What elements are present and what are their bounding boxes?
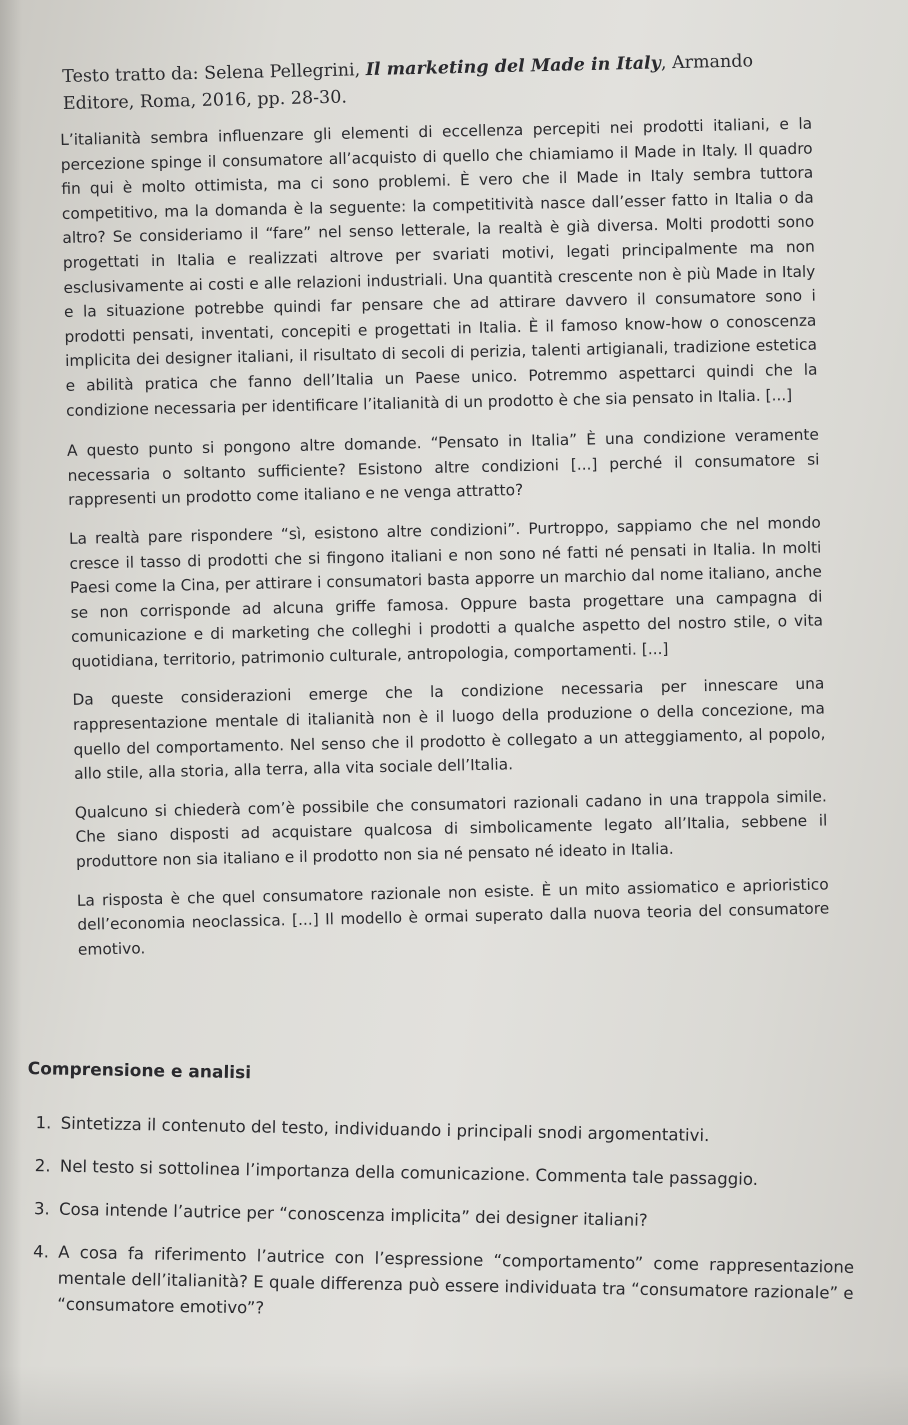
paragraph-5: Qualcuno si chiederà com’è possibile che consumatori razionali cadano in una trappola simile. Che siano disposti ad acquistare qualcosa di simbolicamente legato all’Italia, sebbene il produttore non sia italiano e il prodotto non sia né pensato né ideato in Italia. — [74, 787, 828, 871]
page-bottom-shade — [0, 1365, 908, 1425]
question-item — [56, 1154, 856, 1195]
paragraph-4: Da queste considerazioni emerge che la condizione necessaria per innescare una rappresentazione mentale di italianità non è il luogo della produzione o della concezione, ma quello del comportamento. Nel senso che il prodotto è collegato a un atteggiamento, al popolo, allo stile, alla storia, alla terra, alla vita sociale dell’Italia. — [72, 674, 826, 784]
paragraph-2: A questo punto si pongono altre domande. “Pensato in Italia” È una condizione veramente necessaria o soltanto sufficiente? Esistono altre condizioni [...] perché il consumatore si rappresenti un prodotto come italiano e ne venga attratto? — [66, 425, 820, 510]
question-text: 2. Nel testo si sottolinea l’importanza della comunicazione. Commenta tale passaggio. — [59, 1156, 759, 1190]
comprehension-section — [23, 1056, 858, 1350]
question-text: 1. Sintetizza il contenuto del testo, individuando i principali snodi argomentativi. — [60, 1113, 710, 1146]
question-item — [55, 1197, 855, 1238]
source-work-title: Il marketing del Made in Italy — [365, 53, 662, 81]
question-text: 4. A cosa fa riferimento l’autrice con l’espressione “comportamento” come rappresentazione mentale dell’italianità? E quale differenza può essere individuata tra “consumatore razionale” e “consumatore emotivo”? — [57, 1242, 855, 1318]
paragraph-3: La realtà pare rispondere “sì, esistono altre condizioni”. Purtroppo, sappiamo che nel mondo cresce il tasso di prodotti che si fingono italiani e non sono né fatti né pensati in Italia. In molti Paesi come la Cina, per attirare i consumatori basta apporre un marchio dal nome italiano, anche se non corrisponde ad alcuna griffe famosa. Oppure basta progettare una campagna di comunicazione e di marketing che colleghi i prodotti a qualche aspetto del nostro stile, o vita quotidiana, territorio, patrimonio culturale, antropologia, comportamenti. [...] — [68, 513, 824, 671]
source-prefix: Testo tratto da: Selena Pellegrini, — [62, 60, 366, 87]
question-text: 3. Cosa intende l’autrice per “conoscenza implicita” dei designer italiani? — [58, 1199, 648, 1230]
source-citation — [62, 47, 823, 118]
paragraph-6: La risposta è che quel consumatore razionale non esiste. È un mito assiomatico e aprioristico dell’economia neoclassica. [...] Il modello è ormai superato dalla nuova teoria del consumatore emotivo. — [76, 875, 830, 959]
question-item — [53, 1240, 854, 1333]
section-title: Comprensione e analisi — [27, 1058, 252, 1084]
source-suffix: , Armando Editore, Roma, 2016, pp. 28-30. — [62, 51, 754, 114]
question-item — [56, 1111, 856, 1152]
passage-body — [60, 112, 830, 977]
page-edge-shadow — [0, 0, 22, 1425]
paragraph-1: L’italianità sembra influenzare gli elementi di eccellenza percepiti nei prodotti italiani, e la percezione spinge il consumatore all’acquisto di quello che chiamiamo il Made in Italy. Il quadro fin qui è molto ottimista, ma ci sono problemi. È vero che il Made in Italy sembra tuttora competitivo, ma la domanda è la seguente: la competitività nasce dall’esser fatto in Italia o da altro? Se consideriamo il “fare” nel senso letterale, la realtà è già diversa. Molti prodotti sono progettati in Italia e realizzati altrove per svariati motivi, legati principalmente ma non esclusivamente ai costi e alle relazioni industriali. Una quantità crescente non è più Made in Italy e la situazione potrebbe quindi far pensare che ad attirare davvero il consumatore sono i prodotti pensati, inventati, concepiti e progettati in Italia. È il famoso know-how o conoscenza implicita dei designer italiani, il risultato di secoli di perizia, talenti artigianali, tradizione estetica e abilità pratica che fanno dell’Italia un Paese unico. Potremmo aspettarci quindi che la condizione necessaria per identificare l’italianità di un prodotto è che sia pensato in Italia. [...] — [60, 114, 818, 420]
question-list — [23, 1110, 857, 1333]
